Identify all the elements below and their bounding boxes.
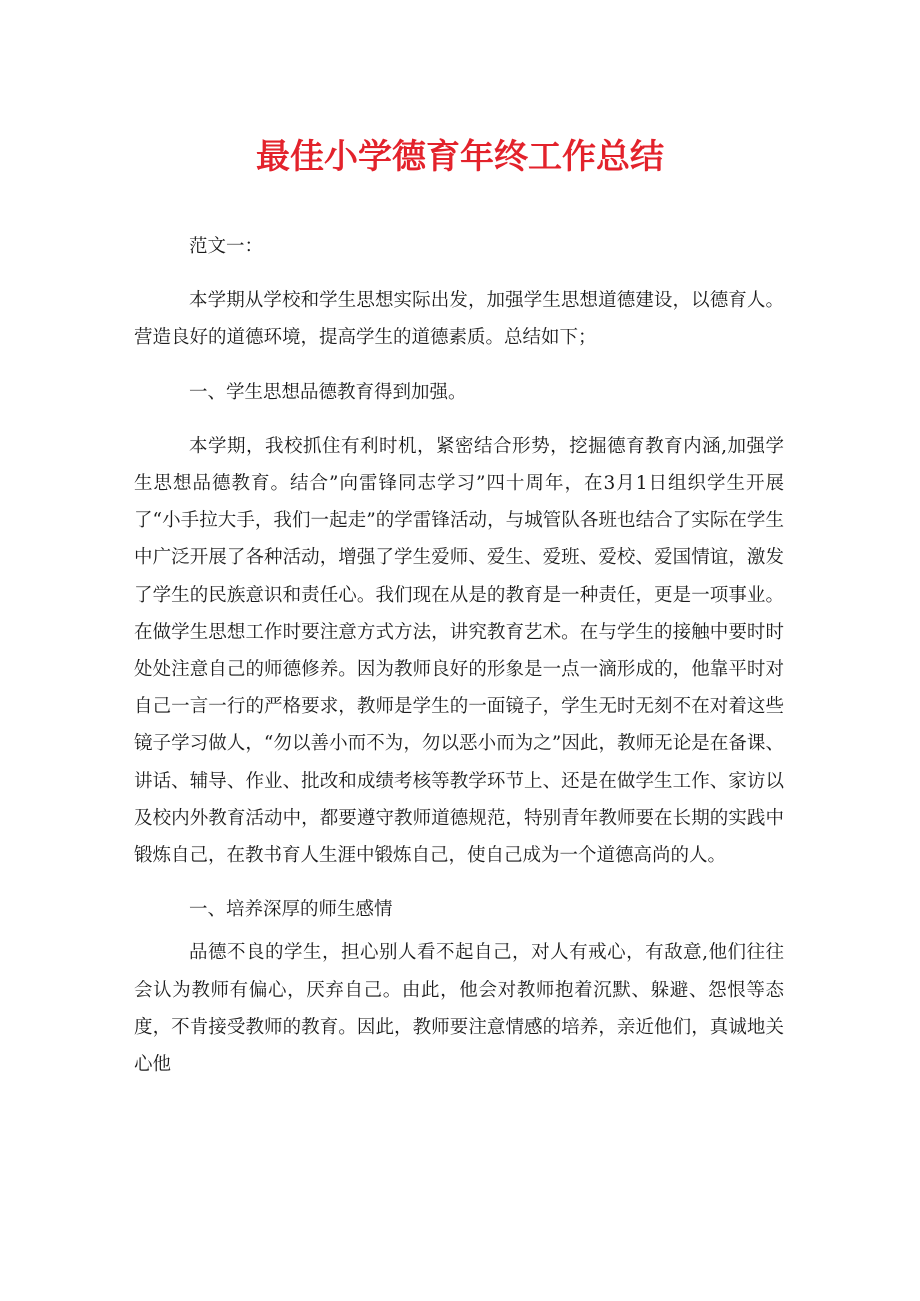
section-heading-2: 一、培养深厚的师生感情 xyxy=(189,899,393,921)
paragraph-intro: 本学期从学校和学生思想实际出发，加强学生思想道德建设，以德育人。营造良好的道德环境，提高学生的道德素质。总结如下； xyxy=(134,290,784,349)
document-body xyxy=(134,228,784,1083)
paragraph-sample-label: 范文一： xyxy=(189,236,264,257)
section-heading-1: 一、学生思想品德教育得到加强。 xyxy=(189,381,467,403)
paragraph-section-2: 品德不良的学生，担心别人看不起自己，对人有戒心，有敌意,他们往往会认为教师有偏心，厌弃自己。由此，他会对教师抱着沉默、躲避、怨恨等态度，不肯接受教师的教育。因此，教师要注意情感的培养，亲近他们，真诚地关心他 xyxy=(134,942,784,1076)
page-title: 最佳小学德育年终工作总结 xyxy=(256,137,664,177)
paragraph-section-1: 本学期，我校抓住有利时机，紧密结合形势，挖掘德育教育内涵,加强学生思想品德教育。结合”向雷锋同志学习”四十周年，在3月1日组织学生开展了“小手拉大手，我们一起走”的学雷锋活动，与城管队各班也结合了实际在学生中广泛开展了各种活动，增强了学生爱师、爱生、爱班、爱校、爱国情谊，激发了学生的民族意识和责任心。我们现在从是的教育是一种责任，更是一项事业。在做学生思想工作时要注意方式方法，讲究教育艺术。在与学生的接触中要时时处处注意自己的师德修养。因为教师良好的形象是一点一滴形成的，他靠平时对自己一言一行的严格要求，教师是学生的一面镜子，学生无时无刻不在对着这些镜子学习做人，“勿以善小而不为，勿以恶小而为之”因此，教师无论是在备课、讲话、辅导、作业、批改和成绩考核等教学环节上、还是在做学生工作、家访以及校内外教育活动中，都要遵守教师道德规范，特别青年教师要在长期的实践中锻炼自己，在教书育人生涯中锻炼自己，使自己成为一个道德高尚的人。 xyxy=(134,435,784,867)
